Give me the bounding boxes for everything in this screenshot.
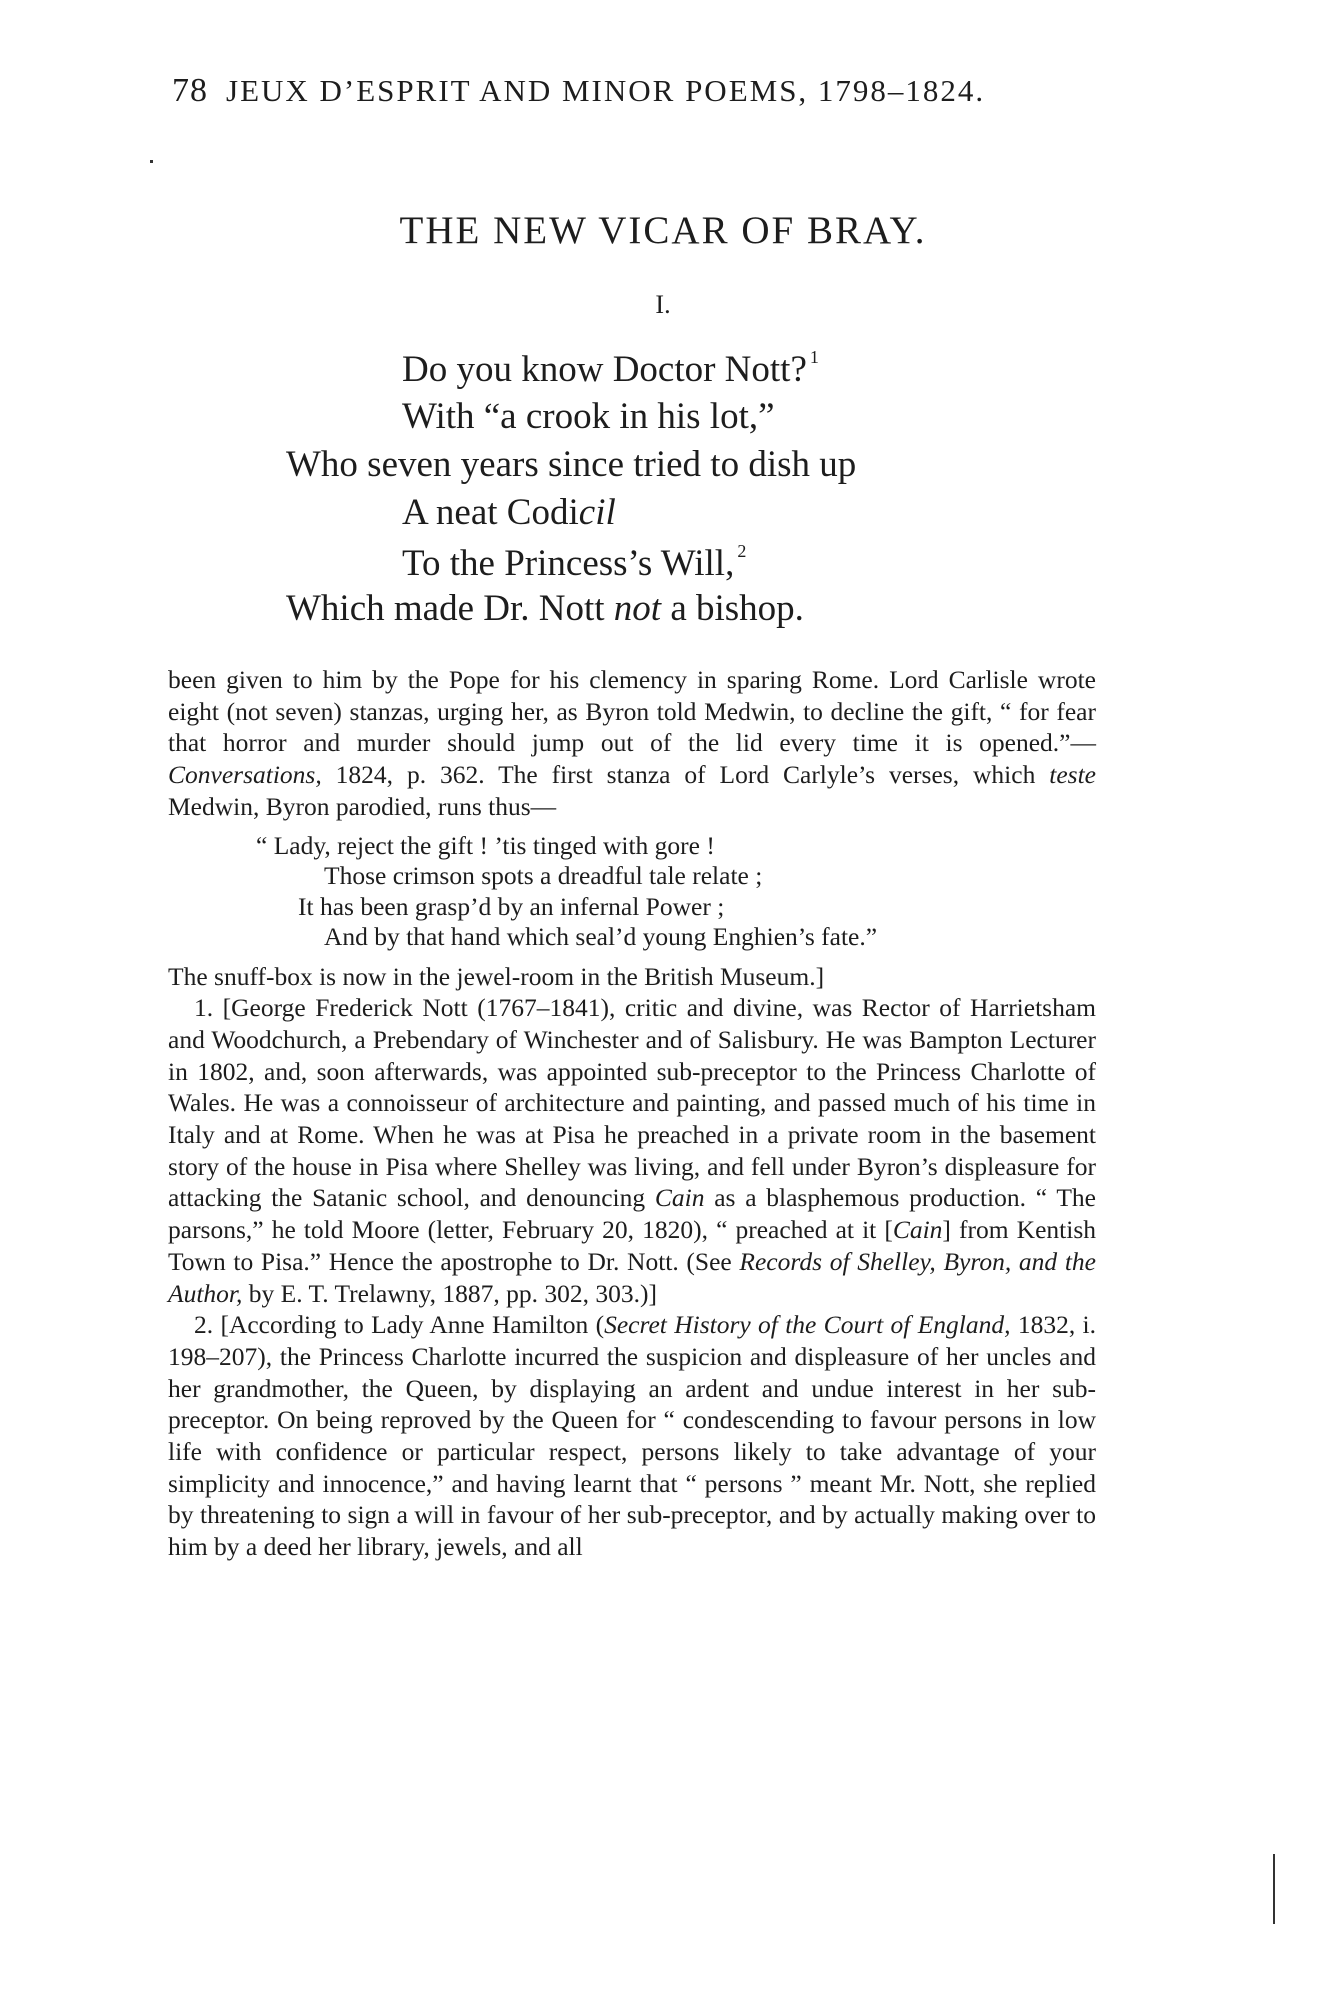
poem-line-2: With “a crook in his lot,” bbox=[402, 396, 775, 437]
quoted-stanza bbox=[168, 831, 1096, 953]
note-continuation: been given to him by the Pope for his clemency in sparing Rome. Lord Carlisle wrote eight (not seven) stanzas, urging her, as Byron told Medwin, to decline the gift, “ for fear that horror and murder should jump out of the lid every time it is opened.”—Conversations, 1824, p. 362. The first stanza of Lord Carlyle’s verses, which teste Medwin, Byron parodied, runs thus— bbox=[168, 665, 1096, 821]
quote-line-3: It has been grasp’d by an infernal Power ; bbox=[298, 891, 725, 921]
footnote-marker-1: 1 bbox=[809, 347, 819, 367]
note-after-quote: The snuff-box is now in the jewel-room in the British Museum.] bbox=[168, 961, 825, 991]
quote-line-1: “ Lady, reject the gift ! ’tis tinged with gore ! bbox=[256, 830, 715, 860]
poem-line-3: Who seven years since tried to dish up bbox=[286, 444, 857, 485]
footnote-2: 2. [According to Lady Anne Hamilton (Secret History of the Court of England, 1832, i. 198–207), the Princess Charlotte incurred the suspicion and displeasure of her uncles and her grandmother, the Queen, by displaying an ardent and undue interest in her sub-preceptor. On being reproved by the Queen for “ condescending to favour persons in low life with confidence or particular respect, persons likely to take advantage of your simplicity and innocence,” and having learnt that “ persons ” meant Mr. Nott, she replied by threatening to sign a will in favour of her sub-preceptor, and by actually making over to him by a deed her library, jewels, and all bbox=[168, 1310, 1096, 1562]
poem-title: THE NEW VICAR OF BRAY. bbox=[399, 209, 927, 252]
footnote-1: 1. [George Frederick Nott (1767–1841), critic and divine, was Rector of Harrietsham and Woodchurch, a Prebendary of Winchester and of Salisbury. He was Bampton Lecturer in 1802, and, soon afterwards, was appointed sub-preceptor to the Princess Charlotte of Wales. He was a connoisseur of architecture and painting, and passed much of his time in Italy and at Rome. When he was at Pisa he preached in a private room in the basement story of the house in Pisa where Shelley was living, and fell under Byron’s displeasure for attacking the Satanic school, and denouncing Cain as a blasphemous production. “ The parsons,” he told Moore (letter, February 20, 1820), “ preached at it [Cain] from Kentish Town to Pisa.” Hence the apostrophe to Dr. Nott. (See Records of Shelley, Byron, and the Author, by E. T. Trelawny, 1887, pp. 302, 303.)] bbox=[168, 993, 1096, 1308]
poem-line-4: A neat Codicil bbox=[402, 492, 616, 533]
poem-line-1: Do you know Doctor Nott? $^1$ bbox=[402, 347, 819, 390]
page-number: 78 bbox=[172, 72, 208, 109]
running-head bbox=[172, 72, 985, 110]
quote-line-4: And by that hand which seal’d young Enghien’s fate.” bbox=[324, 922, 878, 952]
speck-mark bbox=[150, 160, 153, 163]
footnotes bbox=[168, 664, 1096, 1563]
running-head-title: JEUX D’ESPRIT AND MINOR POEMS, 1798–1824. bbox=[226, 73, 986, 108]
footnote-marker-2: 2 bbox=[737, 541, 747, 561]
quote-line-2: Those crimson spots a dreadful tale relate ; bbox=[324, 861, 763, 891]
poem-line-6: Which made Dr. Nott not a bishop. bbox=[286, 588, 804, 629]
stanza-number: I. bbox=[655, 290, 671, 319]
poem-line-5: To the Princess’s Will, $^2$ bbox=[402, 541, 747, 584]
margin-mark bbox=[1273, 1854, 1275, 1924]
